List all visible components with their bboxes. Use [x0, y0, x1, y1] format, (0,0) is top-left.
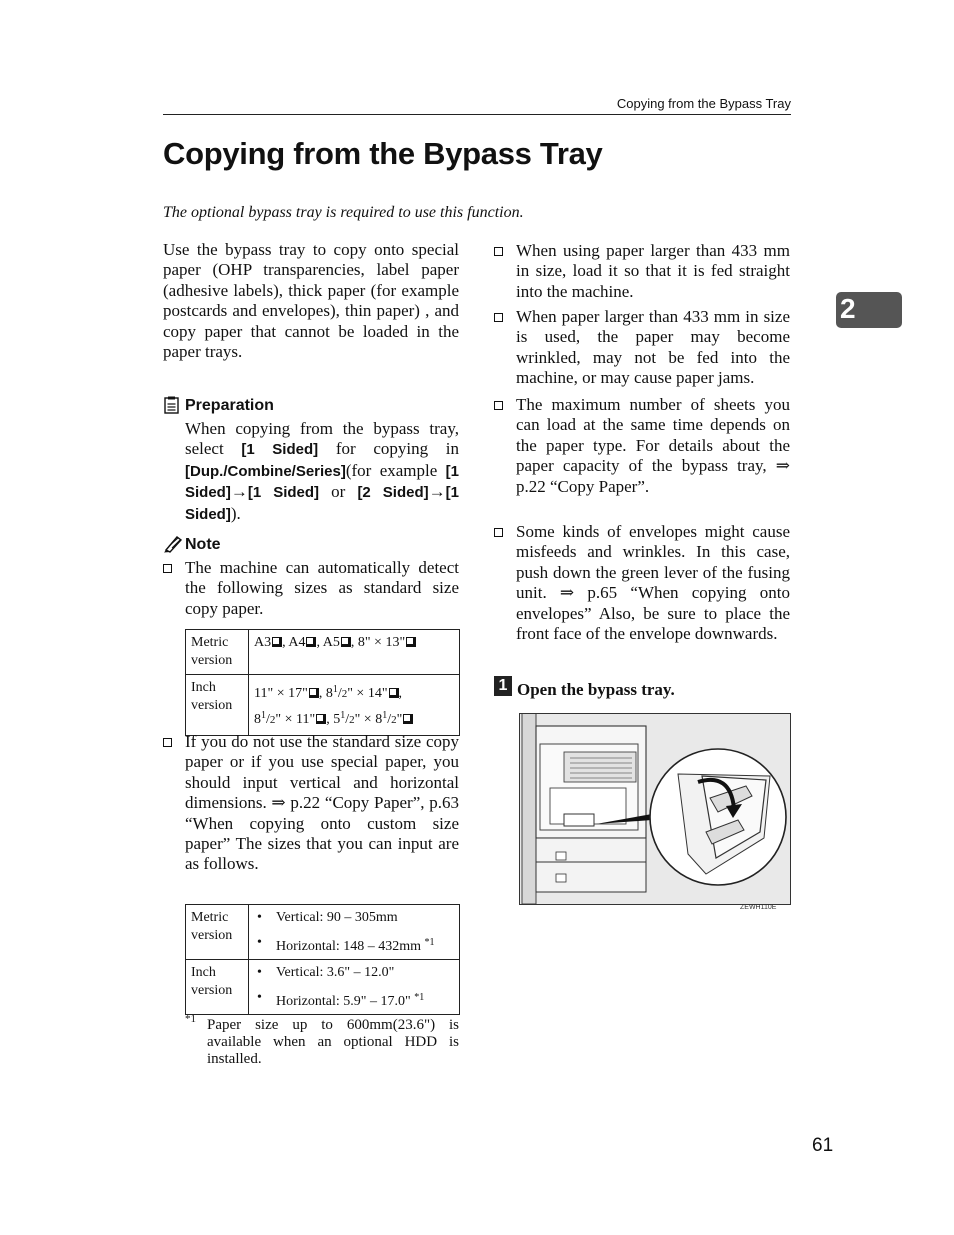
size-5-5x8-5-whole: 5 [333, 712, 341, 727]
pencil-icon [163, 535, 183, 553]
standard-sizes-table [185, 629, 460, 736]
chapter-tab-number: 2 [840, 293, 856, 324]
note-item-1-text: The machine can automatically detect the following sizes as standard size copy paper. [185, 558, 459, 618]
prep-text-2: for copying in [318, 439, 459, 459]
prep-text-1: When copying from the bypass tray, select [185, 419, 459, 459]
footnote-text: Paper size up to 600mm(23.6") is available when an optional HDD is installed. [207, 1017, 459, 1067]
list-item [254, 985, 454, 1014]
paper-orientation-icon [389, 688, 399, 698]
size-8-5x11-whole: 8 [254, 712, 261, 727]
right-note-3-text: The maximum number of sheets you can load at the same time depends on the paper type. For details about the paper capacity of the bypass tray, ⇒ p.22 “Copy Paper”. [516, 395, 790, 496]
paper-orientation-icon [272, 637, 282, 647]
paper-orientation-icon [316, 714, 326, 724]
table-row [186, 905, 460, 960]
custom-metric-label: Metric version [186, 905, 249, 960]
fraction-num: 1 [340, 710, 346, 721]
table-row [186, 675, 460, 736]
fraction-num: 1 [382, 710, 388, 721]
custom-metric-cell [249, 905, 460, 960]
key-1-sided-b: [1 Sided] [247, 484, 320, 502]
right-note-1-text: When using paper larger than 433 mm in size, load it so that it is fed straight into the machine. [516, 241, 790, 301]
paper-orientation-icon [306, 637, 316, 647]
list-item [254, 905, 454, 930]
fraction-num: 1 [261, 710, 266, 721]
size-5-5x8-5-rest: " [396, 712, 403, 727]
footnote-ref: *1 [414, 992, 425, 1003]
page-number: 61 [812, 1135, 834, 1156]
note-heading-row [163, 534, 463, 556]
size-8x13: 8" × 13" [357, 635, 406, 650]
inch-vertical: Vertical: 3.6" – 12.0" [276, 965, 395, 980]
paper-orientation-icon [403, 714, 413, 724]
size-8-5x14-rest: " × 14" [347, 686, 388, 701]
fraction-den: 2 [349, 714, 355, 726]
arrow-2: → [428, 482, 446, 502]
subtitle: The optional bypass tray is required to use this function. [163, 204, 524, 221]
prep-text-3: (for example [345, 460, 446, 480]
inch-label: Inch version [186, 675, 249, 736]
checkbox-bullet-icon [494, 401, 503, 410]
step-number: 1 [494, 676, 512, 696]
footnote-mark: *1 [185, 1013, 196, 1025]
checkbox-bullet-icon [494, 313, 503, 322]
step-text: Open the bypass tray. [517, 680, 675, 699]
metric-sizes-cell: A3 , A4 , A5 , 8" × 13" [249, 630, 460, 675]
right-note-4-text: Some kinds of envelopes might cause misfeeds and wrinkles. In this case, push down the green lever of the fusing unit. ⇒ p.65 “When copying onto envelopes” Also, be sure to place the front face of the envelope downwards. [516, 522, 790, 644]
key-1-sided: [1 Sided] [241, 441, 319, 459]
key-2-sided: [2 Sided] [357, 484, 429, 502]
prep-text-4: or [319, 482, 358, 502]
page-title: Copying from the Bypass Tray [163, 136, 603, 171]
size-a3: A3 [254, 635, 272, 650]
arrow-1: → [230, 482, 248, 502]
inch-sizes-cell [249, 675, 460, 736]
chapter-tab [836, 292, 902, 328]
size-8-5x14-whole: 8 [325, 686, 333, 701]
footnote-ref: *1 [424, 937, 435, 948]
checkbox-bullet-icon [163, 564, 172, 573]
fraction-den: 2 [341, 688, 348, 700]
header-rule [163, 114, 791, 115]
paper-orientation-icon [309, 688, 319, 698]
size-a5: A5 [322, 635, 340, 650]
list-item [254, 960, 454, 985]
paper-orientation-icon [406, 637, 416, 647]
fraction-num: 1 [332, 684, 338, 695]
custom-inch-label: Inch version [186, 960, 249, 1015]
table-row [186, 960, 460, 1015]
fraction-den: 2 [269, 714, 276, 726]
intro-paragraph: Use the bypass tray to copy onto special paper (OHP transparencies, label paper (adhesive labels), thick paper (for example postcards and envelopes), thin paper) , and copy paper that cannot be loaded in the paper trays. [163, 240, 459, 362]
figure-code: ZEWH110E [740, 904, 777, 911]
copier-drawing [520, 714, 790, 904]
size-a4: A4 [288, 635, 306, 650]
checkbox-bullet-icon [494, 528, 503, 537]
running-head: Copying from the Bypass Tray [616, 96, 791, 111]
custom-inch-cell [249, 960, 460, 1015]
note-item-2-text: If you do not use the standard size copy paper or if you use special paper, you should input vertical and horizontal dimensions. ⇒ p.22 “Copy Paper”, p.63 “When copying onto custom size paper” The sizes that you can input are as follows. [185, 732, 459, 874]
prep-text-5: ). [230, 503, 241, 523]
size-11x17: 11" × 17" [254, 686, 308, 701]
preparation-heading-row [163, 395, 463, 417]
preparation-paragraph [185, 419, 459, 525]
size-5-5x8-5-mid: " × 8 [354, 712, 383, 727]
metric-label: Metric version [186, 630, 249, 675]
key-dup-combine-series: [Dup./Combine/Series] [185, 462, 346, 480]
key-1-sided-a: [1 Sided] [185, 462, 459, 502]
key-1-sided-c: [1 Sided] [185, 484, 459, 523]
checklist-icon [164, 396, 180, 414]
checkbox-bullet-icon [163, 738, 172, 747]
fraction-den: 2 [391, 714, 397, 726]
metric-horizontal: Horizontal: 148 – 432mm [276, 939, 422, 954]
note-heading: Note [185, 536, 221, 553]
bypass-tray-illustration [519, 713, 791, 905]
paper-orientation-icon [341, 637, 351, 647]
right-note-2-text: When paper larger than 433 mm in size is used, the paper may become wrinkled, may not be fed into the machine, or may cause paper jams. [516, 307, 790, 388]
list-item [254, 930, 454, 959]
metric-vertical: Vertical: 90 – 305mm [276, 910, 398, 925]
inch-horizontal: Horizontal: 5.9" – 17.0" [276, 994, 411, 1009]
checkbox-bullet-icon [494, 247, 503, 256]
inch-sizes-line-2: $8^1/2$" × 11" , $5^1/2$" × $8^1/2$" [254, 705, 454, 731]
size-8-5x11-rest: " × 11" [275, 712, 316, 727]
custom-sizes-table [185, 904, 460, 1015]
inch-sizes-line-1: 11" × 17" , $8^1/2$" × 14" , [254, 684, 403, 701]
table-row [186, 630, 460, 675]
preparation-heading: Preparation [185, 397, 274, 414]
